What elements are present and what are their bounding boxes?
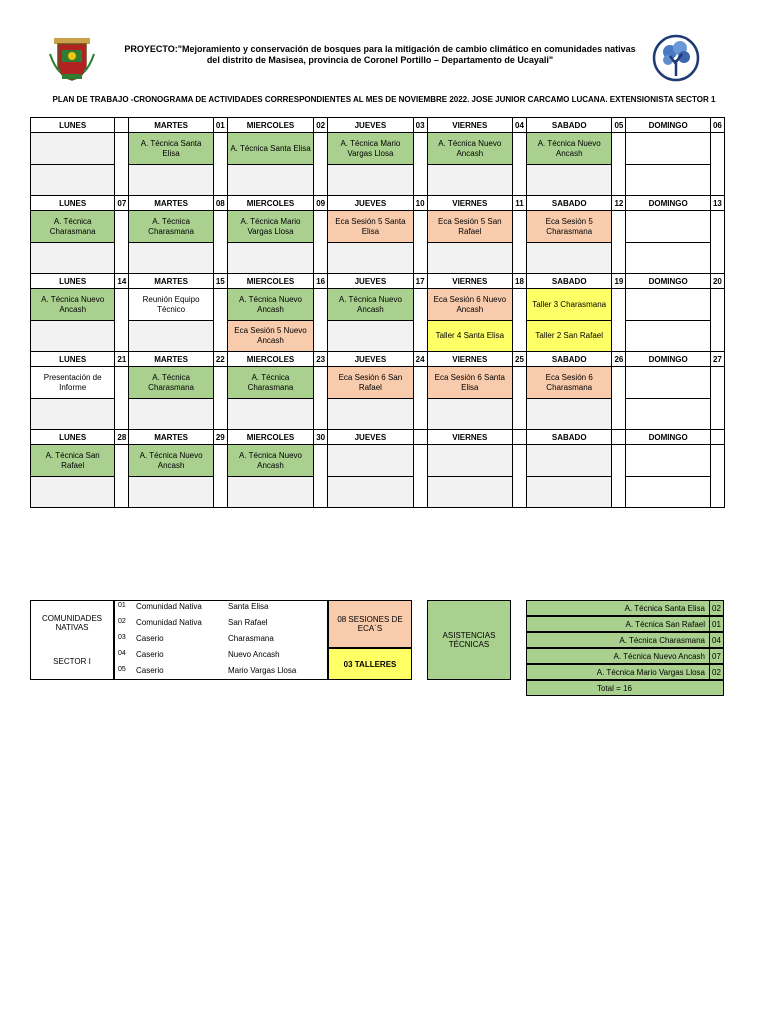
empty-slot xyxy=(626,289,709,320)
activity-slot: Eca Sesión 5 San Rafael xyxy=(428,211,512,242)
activity-slot: Taller 2 San Rafael xyxy=(527,320,611,351)
day-number-spacer xyxy=(413,367,427,430)
day-name-viernes: VIERNES xyxy=(427,430,512,445)
day-cell xyxy=(427,367,512,430)
day-name-miercoles: MIERCOLES xyxy=(227,430,313,445)
day-number-spacer xyxy=(612,133,626,196)
day-number-spacer xyxy=(213,211,227,274)
activity-slot: A. Técnica Charasmana xyxy=(129,367,212,398)
day-name-lunes: LUNES xyxy=(31,274,115,289)
empty-slot xyxy=(129,164,212,195)
asistencias-box xyxy=(427,600,511,680)
day-cell xyxy=(227,211,313,274)
empty-slot xyxy=(626,242,709,273)
sector-label: SECTOR I xyxy=(53,657,91,667)
day-name-domingo: DOMINGO xyxy=(626,430,710,445)
summary-count: 04 xyxy=(709,632,724,648)
day-cell xyxy=(527,445,612,508)
summary-total: Total = 16 xyxy=(526,680,724,696)
week-header-row xyxy=(31,430,725,445)
day-number-spacer xyxy=(314,445,328,508)
empty-slot xyxy=(328,164,412,195)
day-cell xyxy=(427,211,512,274)
day-number: 16 xyxy=(314,274,328,289)
empty-slot xyxy=(328,242,412,273)
activity-slot: A. Técnica Mario Vargas Llosa xyxy=(328,133,412,164)
day-cell xyxy=(227,445,313,508)
day-name-jueves: JUEVES xyxy=(328,118,413,133)
tree-circle-logo xyxy=(652,34,700,82)
day-name-lunes: LUNES xyxy=(31,118,115,133)
day-cell xyxy=(129,133,213,196)
day-name-jueves: JUEVES xyxy=(328,274,413,289)
activity-slot: A. Técnica Mario Vargas Llosa xyxy=(228,211,313,242)
day-number: 13 xyxy=(710,196,724,211)
empty-slot xyxy=(228,398,313,429)
empty-slot xyxy=(129,398,212,429)
week-body-row xyxy=(31,289,725,352)
day-name-martes: MARTES xyxy=(129,118,213,133)
day-number: 05 xyxy=(612,118,626,133)
community-name: Mario Vargas Llosa xyxy=(228,666,297,675)
day-cell xyxy=(527,211,612,274)
eca-sessions-label: 08 SESIONES DE ECA´S xyxy=(337,615,403,633)
day-cell xyxy=(227,367,313,430)
day-number-spacer xyxy=(512,211,526,274)
day-name-miercoles: MIERCOLES xyxy=(227,274,313,289)
empty-slot xyxy=(626,445,709,476)
day-number: 02 xyxy=(314,118,328,133)
empty-slot xyxy=(626,398,709,429)
day-name-sabado: SABADO xyxy=(527,118,612,133)
community-num: 05 xyxy=(118,666,126,673)
day-name-sabado: SABADO xyxy=(527,274,612,289)
activity-slot: Eca Sesión 5 Santa Elisa xyxy=(328,211,412,242)
talleres-box xyxy=(328,648,412,680)
summary-label: A. Técnica San Rafael xyxy=(526,616,710,632)
activity-slot: A. Técnica Nuevo Ancash xyxy=(328,289,412,320)
day-name-martes: MARTES xyxy=(129,274,213,289)
day-cell xyxy=(31,445,115,508)
summary-label: A. Técnica Mario Vargas Llosa xyxy=(526,664,710,680)
community-num: 02 xyxy=(118,618,126,625)
empty-slot xyxy=(428,476,512,507)
day-cell xyxy=(31,211,115,274)
day-cell xyxy=(626,367,710,430)
day-number xyxy=(710,430,724,445)
empty-slot xyxy=(527,164,611,195)
activity-slot: A. Técnica Nuevo Ancash xyxy=(31,289,114,320)
day-cell xyxy=(227,289,313,352)
day-number xyxy=(115,118,129,133)
day-number-spacer xyxy=(612,445,626,508)
community-name: Nuevo Ancash xyxy=(228,650,280,659)
day-number: 09 xyxy=(314,196,328,211)
day-number-spacer xyxy=(115,367,129,430)
day-number: 07 xyxy=(115,196,129,211)
community-name: Santa Elisa xyxy=(228,602,269,611)
day-cell xyxy=(527,133,612,196)
day-number-spacer xyxy=(413,445,427,508)
day-name-jueves: JUEVES xyxy=(328,352,413,367)
empty-slot xyxy=(428,164,512,195)
day-number-spacer xyxy=(612,211,626,274)
activity-slot: Taller 3 Charasmana xyxy=(527,289,611,320)
week-body-row xyxy=(31,367,725,430)
day-cell xyxy=(626,445,710,508)
empty-slot xyxy=(328,476,412,507)
day-name-martes: MARTES xyxy=(129,430,213,445)
day-number-spacer xyxy=(512,133,526,196)
community-num: 04 xyxy=(118,650,126,657)
day-name-miercoles: MIERCOLES xyxy=(227,118,313,133)
empty-slot xyxy=(626,164,709,195)
day-cell xyxy=(427,289,512,352)
day-name-viernes: VIERNES xyxy=(427,352,512,367)
day-name-viernes: VIERNES xyxy=(427,196,512,211)
empty-slot xyxy=(228,476,313,507)
day-number-spacer xyxy=(413,133,427,196)
summary-count: 02 xyxy=(709,664,724,680)
day-number: 10 xyxy=(413,196,427,211)
day-name-martes: MARTES xyxy=(129,196,213,211)
day-cell xyxy=(129,445,213,508)
empty-slot xyxy=(428,242,512,273)
community-type: Comunidad Nativa xyxy=(136,602,202,611)
day-number-spacer xyxy=(314,289,328,352)
plan-title: PLAN DE TRABAJO -CRONOGRAMA DE ACTIVIDADES CORRESPONDIENTES AL MES DE NOVIEMBRE 2022. JOSE JUNIOR CARCAMO LUCANA. EXTENSIONISTA SECTOR 1 xyxy=(52,95,716,104)
week-body-row xyxy=(31,445,725,508)
empty-slot xyxy=(129,320,212,351)
empty-slot xyxy=(626,476,709,507)
activity-slot: A. Técnica Nuevo Ancash xyxy=(228,445,313,476)
project-title-line-1: PROYECTO:"Mejoramiento y conservación de bosques para la mitigación de cambio climático en comunidades nativas xyxy=(124,44,636,54)
week-header-row xyxy=(31,352,725,367)
summary-count: 02 xyxy=(709,600,724,616)
municipal-shield-logo xyxy=(48,36,96,82)
week-header-row xyxy=(31,196,725,211)
day-cell xyxy=(129,211,213,274)
day-name-sabado: SABADO xyxy=(527,352,612,367)
project-title xyxy=(120,44,640,66)
day-number: 15 xyxy=(213,274,227,289)
day-number-spacer xyxy=(612,289,626,352)
day-number-spacer xyxy=(213,133,227,196)
empty-slot xyxy=(31,242,114,273)
day-number: 11 xyxy=(512,196,526,211)
day-number: 25 xyxy=(512,352,526,367)
communities-label: COMUNIDADES NATIVAS xyxy=(42,613,103,632)
day-number-spacer xyxy=(710,133,724,196)
activity-slot: A. Técnica Santa Elisa xyxy=(129,133,212,164)
day-number-spacer xyxy=(710,445,724,508)
day-number: 22 xyxy=(213,352,227,367)
activity-slot: A. Técnica Nuevo Ancash xyxy=(428,133,512,164)
empty-slot xyxy=(626,133,709,164)
day-number: 19 xyxy=(612,274,626,289)
day-name-miercoles: MIERCOLES xyxy=(227,196,313,211)
day-number: 29 xyxy=(213,430,227,445)
activity-slot: Eca Sesión 5 Nuevo Ancash xyxy=(228,320,313,351)
community-type: Comunidad Nativa xyxy=(136,618,202,627)
day-number-spacer xyxy=(314,211,328,274)
day-cell xyxy=(328,367,413,430)
empty-slot xyxy=(31,320,114,351)
empty-slot xyxy=(527,445,611,476)
day-number: 03 xyxy=(413,118,427,133)
empty-slot xyxy=(31,398,114,429)
day-name-miercoles: MIERCOLES xyxy=(227,352,313,367)
day-number-spacer xyxy=(710,211,724,274)
day-name-domingo: DOMINGO xyxy=(626,118,710,133)
activity-slot: A. Técnica Charasmana xyxy=(129,211,212,242)
activity-slot: Eca Sesión 6 Charasmana xyxy=(527,367,611,398)
day-number: 06 xyxy=(710,118,724,133)
day-cell xyxy=(129,289,213,352)
activity-slot: A. Técnica San Rafael xyxy=(31,445,114,476)
day-cell xyxy=(328,133,413,196)
day-cell xyxy=(626,289,710,352)
day-number: 12 xyxy=(612,196,626,211)
day-number: 01 xyxy=(213,118,227,133)
day-number-spacer xyxy=(512,289,526,352)
day-number-spacer xyxy=(710,367,724,430)
day-number-spacer xyxy=(710,289,724,352)
day-number-spacer xyxy=(213,445,227,508)
empty-slot xyxy=(626,320,709,351)
day-number-spacer xyxy=(115,133,129,196)
day-number: 21 xyxy=(115,352,129,367)
summary-count: 07 xyxy=(709,648,724,664)
empty-slot xyxy=(328,445,412,476)
day-name-lunes: LUNES xyxy=(31,430,115,445)
week-header-row xyxy=(31,118,725,133)
empty-slot xyxy=(428,445,512,476)
day-number: 30 xyxy=(314,430,328,445)
activity-slot: A. Técnica Santa Elisa xyxy=(228,133,313,164)
week-body-row xyxy=(31,211,725,274)
day-cell xyxy=(527,289,612,352)
day-number-spacer xyxy=(314,133,328,196)
day-name-lunes: LUNES xyxy=(31,352,115,367)
empty-slot xyxy=(527,242,611,273)
day-name-viernes: VIERNES xyxy=(427,274,512,289)
day-name-martes: MARTES xyxy=(129,352,213,367)
day-number-spacer xyxy=(512,445,526,508)
day-number-spacer xyxy=(115,445,129,508)
day-cell xyxy=(328,211,413,274)
summary-count: 01 xyxy=(709,616,724,632)
empty-slot xyxy=(626,367,709,398)
activity-slot: Reunión Equipo Técnico xyxy=(129,289,212,320)
empty-slot xyxy=(527,476,611,507)
community-num: 03 xyxy=(118,634,126,641)
eca-sessions-box xyxy=(328,600,412,648)
week-body-row xyxy=(31,133,725,196)
empty-slot xyxy=(626,211,709,242)
day-number: 14 xyxy=(115,274,129,289)
day-cell xyxy=(427,133,512,196)
activity-slot: A. Técnica Charasmana xyxy=(31,211,114,242)
empty-slot xyxy=(31,164,114,195)
day-number-spacer xyxy=(512,367,526,430)
day-name-lunes: LUNES xyxy=(31,196,115,211)
day-number: 20 xyxy=(710,274,724,289)
empty-slot xyxy=(31,133,114,164)
day-cell xyxy=(427,445,512,508)
day-name-domingo: DOMINGO xyxy=(626,196,710,211)
day-cell xyxy=(626,211,710,274)
day-number-spacer xyxy=(413,211,427,274)
day-cell xyxy=(31,367,115,430)
asistencias-label: ASISTENCIAS TÉCNICAS xyxy=(442,631,496,649)
community-num: 01 xyxy=(118,602,126,609)
day-number-spacer xyxy=(314,367,328,430)
day-cell xyxy=(527,367,612,430)
community-type: Caserio xyxy=(136,666,164,675)
empty-slot xyxy=(228,164,313,195)
day-cell xyxy=(31,289,115,352)
day-name-sabado: SABADO xyxy=(527,430,612,445)
activity-slot: A. Técnica Nuevo Ancash xyxy=(228,289,313,320)
day-cell xyxy=(31,133,115,196)
day-number xyxy=(413,430,427,445)
day-name-viernes: VIERNES xyxy=(427,118,512,133)
day-number: 28 xyxy=(115,430,129,445)
summary-label: A. Técnica Santa Elisa xyxy=(526,600,710,616)
activity-slot: A. Técnica Nuevo Ancash xyxy=(527,133,611,164)
empty-slot xyxy=(129,476,212,507)
day-number-spacer xyxy=(612,367,626,430)
activity-slot: A. Técnica Nuevo Ancash xyxy=(129,445,212,476)
activity-slot: Presentación de Informe xyxy=(31,367,114,398)
day-number: 27 xyxy=(710,352,724,367)
day-name-jueves: JUEVES xyxy=(328,430,413,445)
day-number: 17 xyxy=(413,274,427,289)
talleres-label: 03 TALLERES xyxy=(343,659,397,669)
project-title-line-2: del distrito de Masisea, provincia de Coronel Portillo – Departamento de Ucayali" xyxy=(206,55,554,65)
summary-label: A. Técnica Nuevo Ancash xyxy=(526,648,710,664)
day-number xyxy=(512,430,526,445)
day-number: 24 xyxy=(413,352,427,367)
day-number-spacer xyxy=(115,289,129,352)
calendar-table xyxy=(30,117,725,508)
activity-slot: Eca Sesión 6 Nuevo Ancash xyxy=(428,289,512,320)
activity-slot: Eca Sesión 5 Charasmana xyxy=(527,211,611,242)
empty-slot xyxy=(228,242,313,273)
activity-slot: A. Técnica Charasmana xyxy=(228,367,313,398)
day-name-sabado: SABADO xyxy=(527,196,612,211)
day-number-spacer xyxy=(213,289,227,352)
empty-slot xyxy=(129,242,212,273)
day-number: 04 xyxy=(512,118,526,133)
day-name-domingo: DOMINGO xyxy=(626,274,710,289)
day-cell xyxy=(328,289,413,352)
day-cell xyxy=(328,445,413,508)
day-number: 18 xyxy=(512,274,526,289)
day-cell xyxy=(227,133,313,196)
day-name-jueves: JUEVES xyxy=(328,196,413,211)
communities-box xyxy=(30,600,114,680)
community-name: Charasmana xyxy=(228,634,274,643)
day-number-spacer xyxy=(213,367,227,430)
community-name: San Rafael xyxy=(228,618,268,627)
empty-slot xyxy=(31,476,114,507)
empty-slot xyxy=(328,398,412,429)
activity-slot: Taller 4 Santa Elisa xyxy=(428,320,512,351)
empty-slot xyxy=(428,398,512,429)
day-name-domingo: DOMINGO xyxy=(626,352,710,367)
community-type: Caserio xyxy=(136,650,164,659)
day-cell xyxy=(129,367,213,430)
community-type: Caserio xyxy=(136,634,164,643)
activity-slot: Eca Sesión 6 San Rafael xyxy=(328,367,412,398)
day-number: 08 xyxy=(213,196,227,211)
day-number: 23 xyxy=(314,352,328,367)
summary-label: A. Técnica Charasmana xyxy=(526,632,710,648)
day-number-spacer xyxy=(413,289,427,352)
day-number: 26 xyxy=(612,352,626,367)
empty-slot xyxy=(328,320,412,351)
empty-slot xyxy=(527,398,611,429)
week-header-row xyxy=(31,274,725,289)
day-number-spacer xyxy=(115,211,129,274)
activity-slot: Eca Sesión 6 Santa Elisa xyxy=(428,367,512,398)
day-number xyxy=(612,430,626,445)
day-cell xyxy=(626,133,710,196)
